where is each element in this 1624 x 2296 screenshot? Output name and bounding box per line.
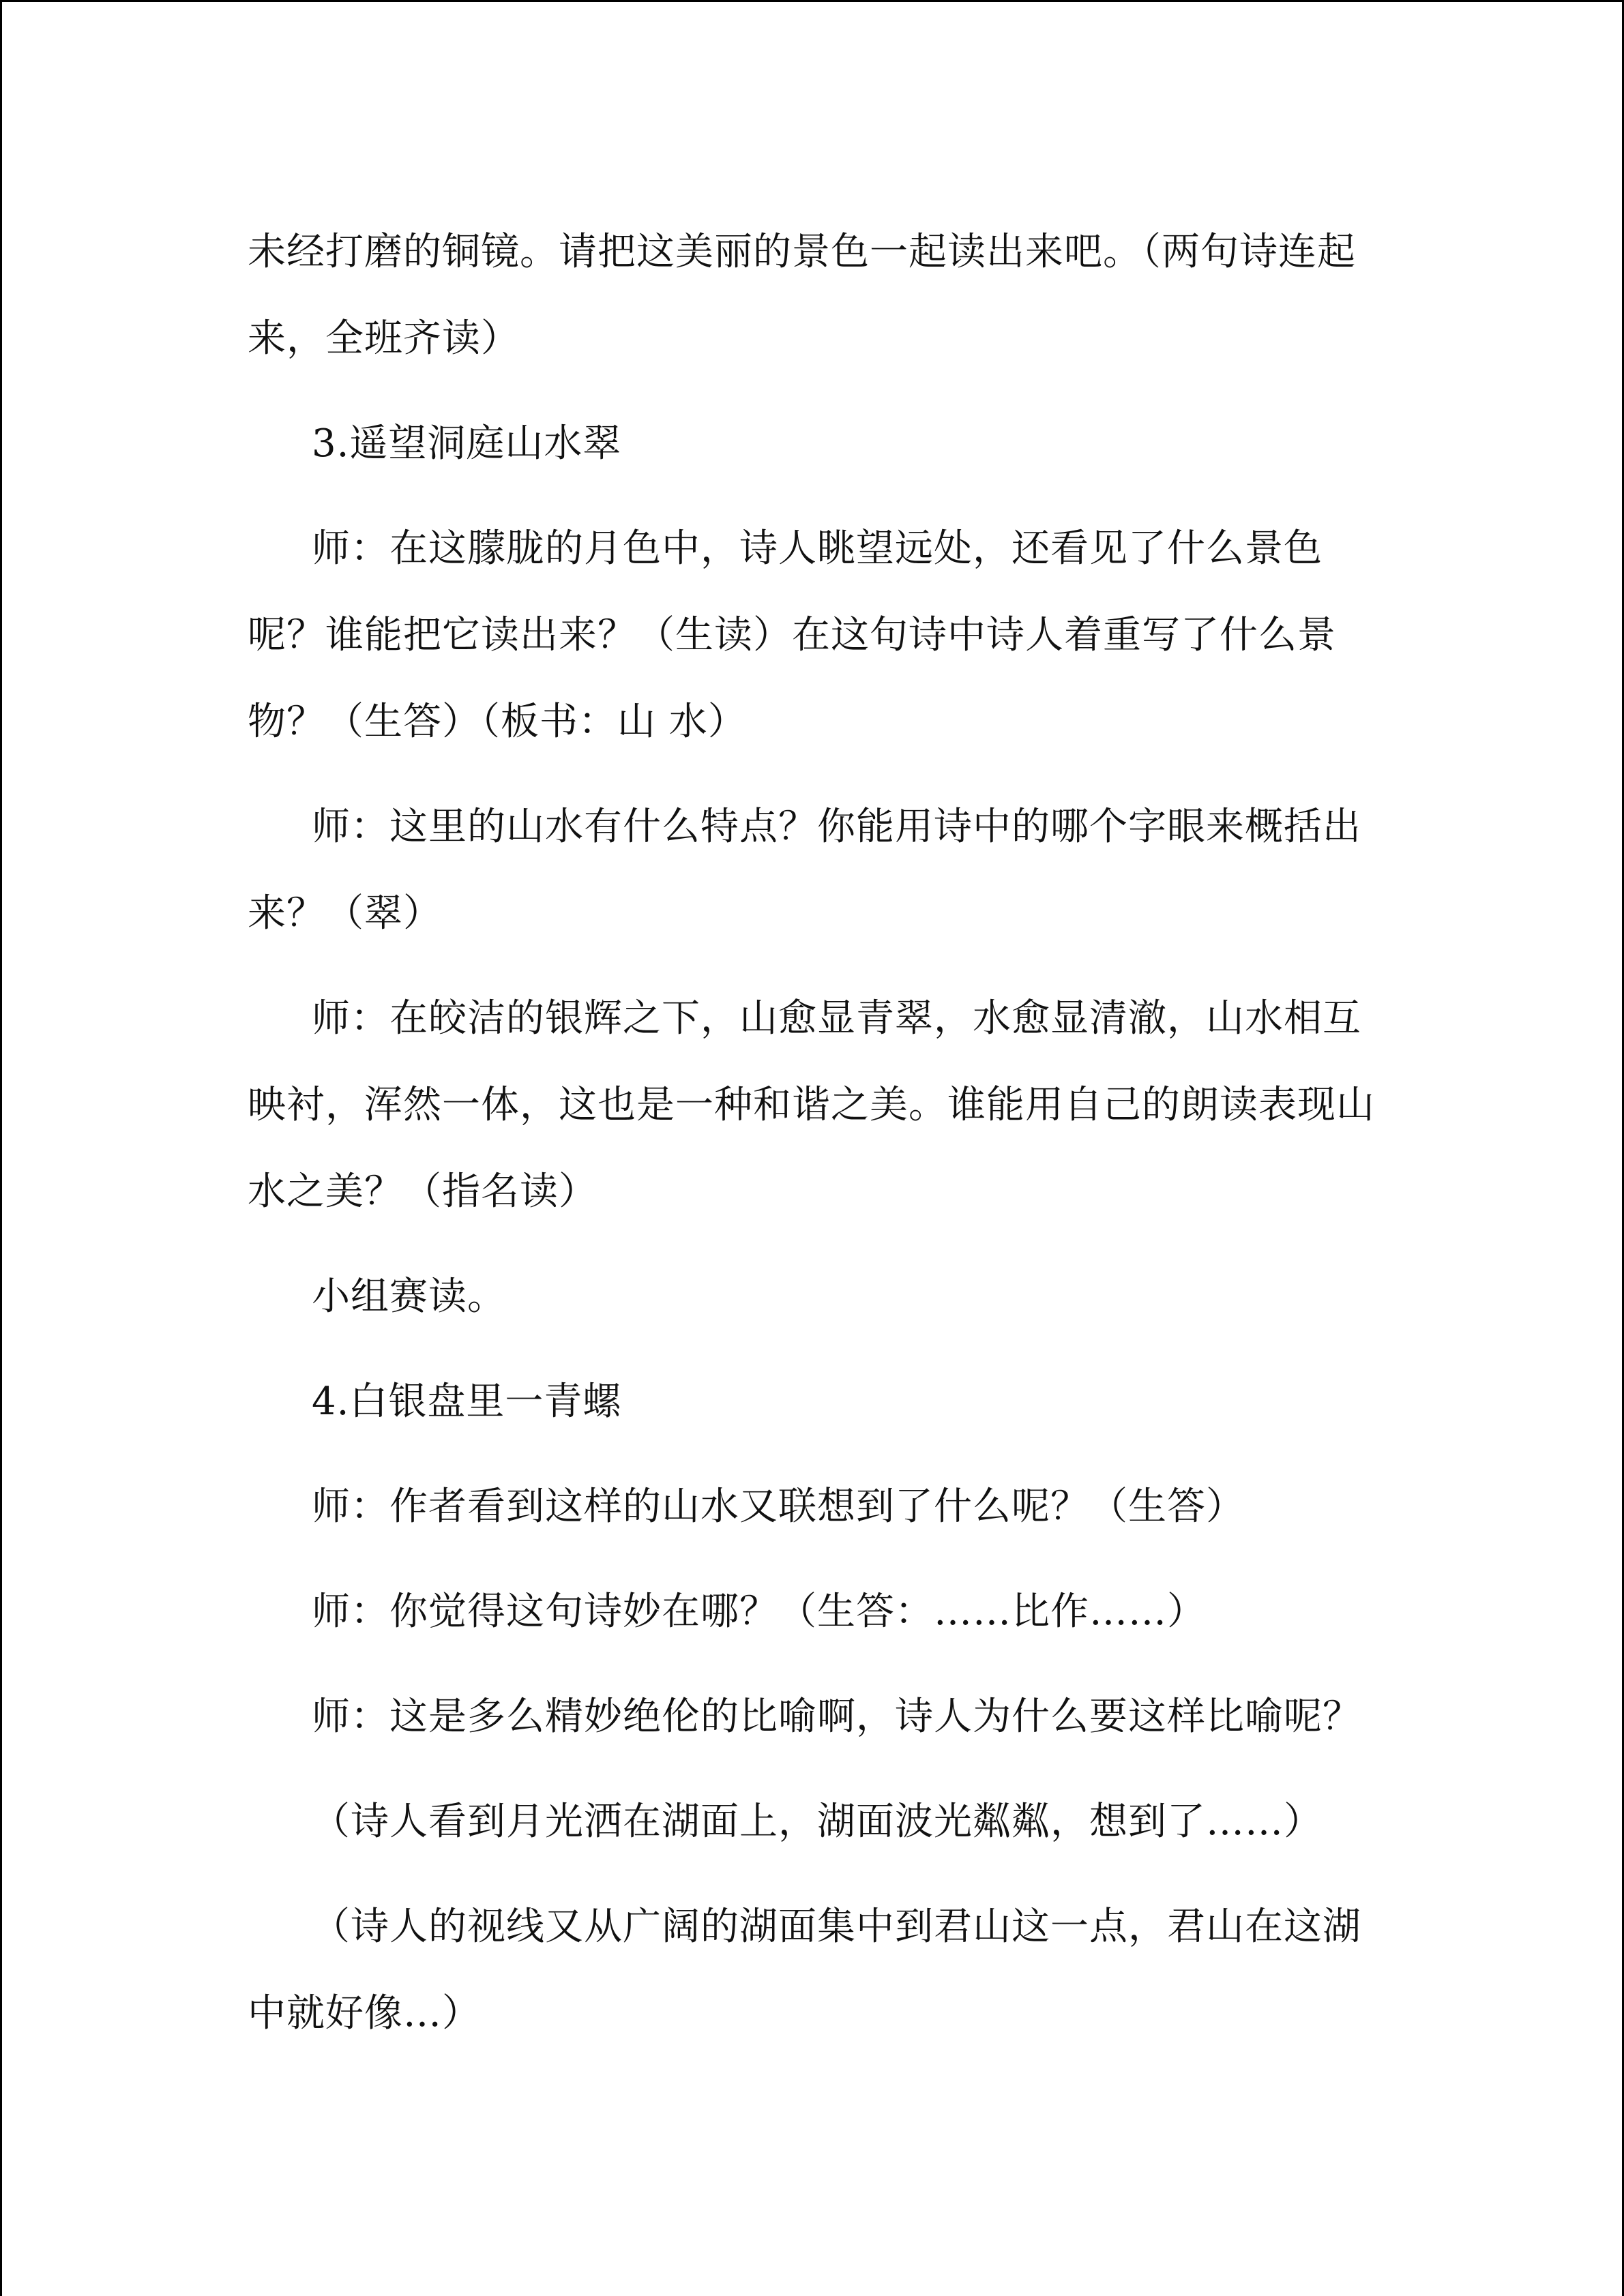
section-heading-3: 3.遥望洞庭山水翠 xyxy=(312,421,622,466)
paragraph-teacher-association: 师：作者看到这样的山水又联想到了什么呢？（生答） xyxy=(312,1485,1245,1529)
document-body xyxy=(248,209,1383,2075)
paragraph-teacher-question: 师：在这朦胧的月色中，诗人眺望远处，还看见了什么景色呢？谁能把它读出来？（生读）在这句诗中诗人着重写了什么景物？（生答）（板书：山 水） xyxy=(248,526,1336,744)
paragraph-teacher-feature: 师：这里的山水有什么特点？你能用诗中的哪个字眼来概括出来？（翠） xyxy=(248,805,1361,936)
section-heading-4: 4.白银盘里一青螺 xyxy=(312,1380,622,1424)
paragraph-note-junshan: （诗人的视线又从广阔的湖面集中到君山这一点，君山在这湖中就好像…） xyxy=(248,1905,1361,2036)
paragraph-teacher-harmony: 师：在皎洁的银辉之下，山愈显青翠，水愈显清澈，山水相互映衬，浑然一体，这也是一种和谐之美。谁能用自己的朗读表现山水之美？（指名读） xyxy=(248,996,1375,1214)
paragraph-continued: 未经打磨的铜镜。请把这美丽的景色一起读出来吧。（两句诗连起来，全班齐读） xyxy=(248,230,1356,361)
paragraph-teacher-wonder: 师：你觉得这句诗妙在哪？（生答：……比作……） xyxy=(312,1590,1206,1634)
paragraph-teacher-metaphor: 师：这是多么精妙绝伦的比喻啊，诗人为什么要这样比喻呢？ xyxy=(312,1695,1361,1739)
paragraph-note-moonlight: （诗人看到月光洒在湖面上，湖面波光粼粼，想到了……） xyxy=(312,1800,1323,1844)
paragraph-group-reading: 小组赛读。 xyxy=(312,1274,506,1319)
